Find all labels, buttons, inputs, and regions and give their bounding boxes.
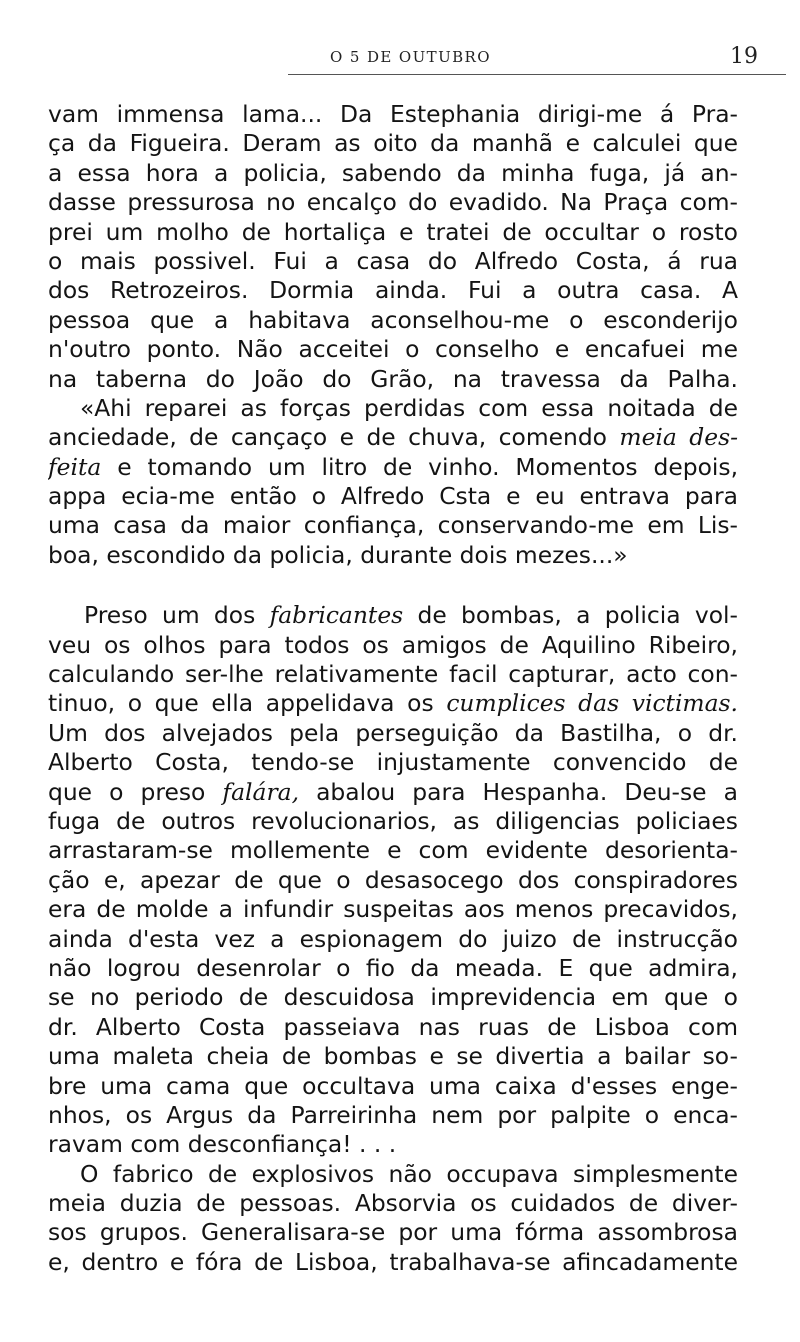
text-line: e, dentro e fóra de Lisboa, trabalhava-se afincadamente <box>48 1247 738 1276</box>
text-line: «Ahi reparei as forças perdidas com essa noitada de <box>80 393 738 422</box>
body-text <box>48 100 738 1277</box>
italic-run: feita <box>48 452 102 481</box>
text-run: tinuo, o que ella appelidava os <box>48 689 447 718</box>
text-line: uma casa da maior confiança, conservando-me em Lis- <box>48 511 738 540</box>
page-header <box>40 38 760 78</box>
text-line: não logrou desenrolar o fio da meada. E que admira, <box>48 953 738 982</box>
text-line: veu os olhos para todos os amigos de Aquilino Ribeiro, <box>48 630 738 659</box>
text-line: prei um molho de hortaliça e tratei de occultar o rosto <box>48 217 738 246</box>
italic-run: fabricantes <box>269 601 404 630</box>
text-line: O fabrico de explosivos não occupava simplesmente <box>80 1159 738 1188</box>
text-line: n'outro ponto. Não acceitei o conselho e encafuei me <box>48 335 738 364</box>
text-line: appa ecia-me então o Alfredo Csta e eu entrava para <box>48 482 738 511</box>
text-line: a essa hora a policia, sabendo da minha fuga, já an- <box>48 158 738 187</box>
paragraph <box>48 100 738 394</box>
text-line: pessoa que a habitava aconselhou-me o esconderijo <box>48 305 738 334</box>
text-line <box>48 689 738 718</box>
text-run: que o preso <box>48 777 223 806</box>
text-line: ça da Figueira. Deram as oito da manhã e calculei que <box>48 129 738 158</box>
text-line: sos grupos. Generalisara-se por uma fórma assombrosa <box>48 1218 738 1247</box>
text-line: ainda d'esta vez a espionagem do juizo de instrucção <box>48 924 738 953</box>
text-line: se no periodo de descuidosa imprevidencia em que o <box>48 983 738 1012</box>
text-line <box>48 423 738 452</box>
paragraph <box>48 394 738 570</box>
italic-run: cumplices das victimas. <box>446 689 738 718</box>
text-line: dr. Alberto Costa passeiava nas ruas de Lisboa com <box>48 1012 738 1041</box>
paragraph <box>48 601 738 1159</box>
italic-run: falára, <box>222 777 300 806</box>
paragraph <box>48 1160 738 1278</box>
text-run: Preso um dos <box>84 601 270 630</box>
text-line: Alberto Costa, tendo-se injustamente convencido de <box>48 748 738 777</box>
text-line: boa, escondido da policia, durante dois mezes...» <box>48 540 628 569</box>
header-rule <box>288 74 786 75</box>
text-run: anciedade, de cançaço e de chuva, comendo <box>48 423 620 452</box>
text-line: era de molde a infundir suspeitas aos menos precavidos, <box>48 895 738 924</box>
text-line: arrastaram-se mollemente e com evidente desorienta- <box>48 836 738 865</box>
text-line <box>48 453 738 482</box>
text-line: Um dos alvejados pela perseguição da Bastilha, o dr. <box>48 718 738 747</box>
text-line <box>48 778 738 807</box>
text-line: vam immensa lama... Da Estephania dirigi-me á Pra- <box>48 100 738 128</box>
text-line: dos Retrozeiros. Dormia ainda. Fui a outra casa. A <box>48 276 738 305</box>
text-run: abalou para Hespanha. Deu-se a <box>299 777 738 806</box>
text-run: e tomando um litro de vinho. Momentos depois, <box>101 452 738 481</box>
text-line: nhos, os Argus da Parreirinha nem por palpite o enca- <box>48 1100 738 1129</box>
text-line: dasse pressurosa no encalço do evadido. Na Praça com- <box>48 188 738 217</box>
text-line: ravam com desconfiança! . . . <box>48 1130 397 1159</box>
text-line: o mais possivel. Fui a casa do Alfredo Costa, á rua <box>48 246 738 275</box>
text-line: na taberna do João do Grão, na travessa da Palha. <box>48 364 738 393</box>
text-line: ção e, apezar de que o desasocego dos conspiradores <box>48 865 738 894</box>
text-line: meia duzia de pessoas. Absorvia os cuidados de diver- <box>48 1189 738 1218</box>
running-title: O 5 DE OUTUBRO <box>330 48 491 66</box>
italic-run: meia des- <box>619 423 738 452</box>
text-line: fuga de outros revolucionarios, as diligencias policiaes <box>48 806 738 835</box>
text-run: de bombas, a policia vol- <box>403 601 738 630</box>
text-line: calculando ser-lhe relativamente facil capturar, acto con- <box>48 660 738 689</box>
text-line <box>48 601 738 630</box>
text-line: uma maleta cheia de bombas e se divertia a bailar so- <box>48 1042 738 1071</box>
page-number: 19 <box>730 44 758 69</box>
paragraph-gap <box>48 570 738 601</box>
text-line: bre uma cama que occultava uma caixa d'esses enge- <box>48 1071 738 1100</box>
